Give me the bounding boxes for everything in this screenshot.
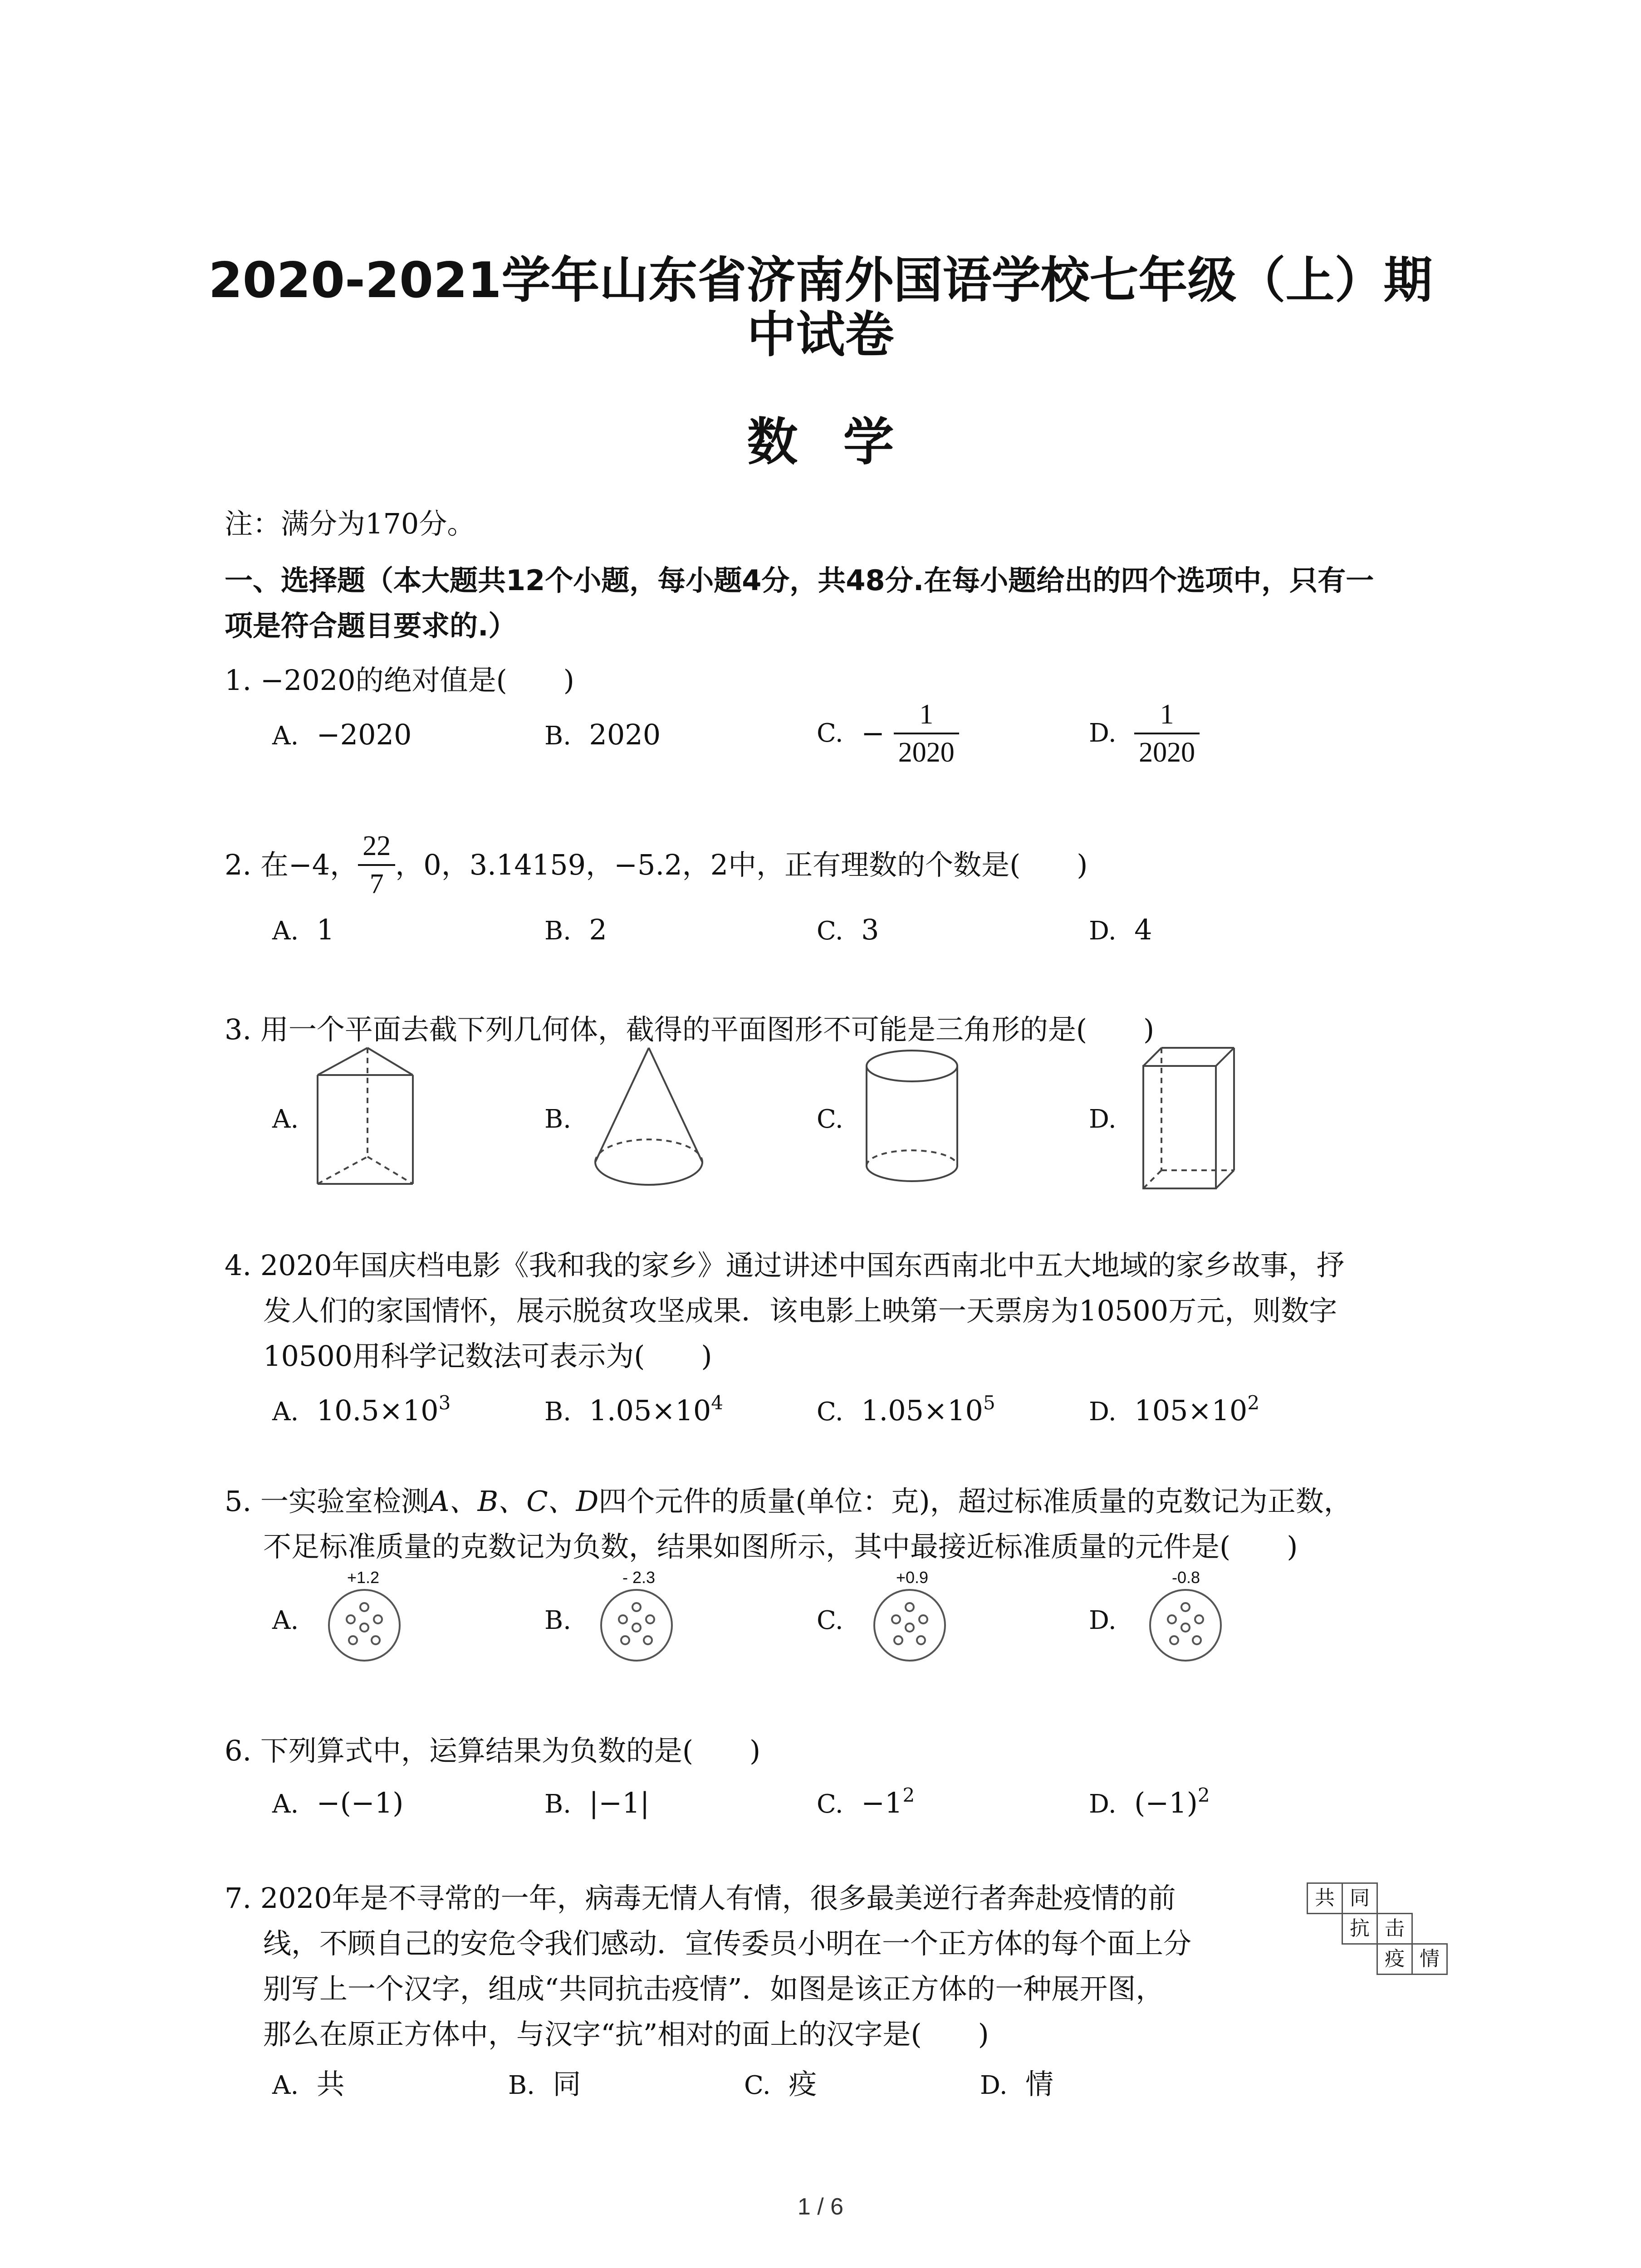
q7-option-a[interactable] bbox=[272, 2066, 345, 2104]
component-c-icon bbox=[871, 1587, 948, 1664]
exponent: 2 bbox=[1197, 1784, 1210, 1806]
exponent: 4 bbox=[711, 1392, 723, 1414]
option-letter: D. bbox=[1089, 1606, 1117, 1635]
q4-option-c[interactable] bbox=[817, 1393, 995, 1430]
exam-title-line2: 中试卷 bbox=[747, 307, 894, 363]
fraction-denominator: 2020 bbox=[1134, 733, 1200, 771]
option-letter: D. bbox=[1089, 1105, 1117, 1134]
stem-text: 四个元件的质量(单位：克)，超过标准质量的克数记为正数， bbox=[598, 1485, 1352, 1518]
option-text: 10.5×10 bbox=[316, 1394, 439, 1427]
q2-option-b[interactable] bbox=[544, 912, 607, 949]
option-letter: D. bbox=[1089, 1789, 1117, 1819]
q6-option-a[interactable] bbox=[272, 1785, 403, 1823]
option-text: 疫 bbox=[789, 2068, 817, 2101]
section-heading-line2: 项是符合题目要求的.） bbox=[225, 609, 517, 642]
q7-option-d[interactable] bbox=[980, 2066, 1053, 2104]
question-4-line3: 10500用科学记数法可表示为( ) bbox=[263, 1339, 712, 1373]
option-text: 4 bbox=[1134, 913, 1152, 946]
option-letter: D. bbox=[1089, 1397, 1117, 1427]
net-cell: 情 bbox=[1411, 1943, 1448, 1975]
net-cell: 抗 bbox=[1342, 1913, 1378, 1945]
option-letter: A. bbox=[272, 721, 299, 751]
option-letter: A. bbox=[272, 1789, 299, 1819]
option-letter: B. bbox=[544, 1397, 571, 1427]
question-4-line2: 发人们的家国情怀，展示脱贫攻坚成果．该电影上映第一天票房为10500万元，则数字 bbox=[263, 1294, 1337, 1327]
q1-option-c[interactable] bbox=[817, 696, 959, 771]
net-cell: 击 bbox=[1376, 1913, 1413, 1945]
option-text: 1.05×10 bbox=[589, 1394, 711, 1427]
q5-label-a: +1.2 bbox=[347, 1568, 380, 1587]
component-b-icon bbox=[598, 1587, 675, 1664]
question-3-stem: 3. 用一个平面去截下列几何体，截得的平面图形不可能是三角形的是( ) bbox=[225, 1013, 1155, 1046]
option-text: 共 bbox=[316, 2068, 345, 2101]
option-letter: D. bbox=[1089, 719, 1117, 748]
question-7-line1: 7. 2020年是不寻常的一年，病毒无情人有情，很多最美逆行者奔赴疫情的前 bbox=[225, 1882, 1176, 1915]
option-text: 2020 bbox=[589, 718, 661, 751]
q4-option-b[interactable] bbox=[544, 1393, 723, 1430]
q2-option-a[interactable] bbox=[272, 912, 334, 949]
q5-option-c[interactable] bbox=[817, 1601, 843, 1639]
option-letter: A. bbox=[272, 1105, 299, 1134]
q1-option-d[interactable] bbox=[1089, 696, 1200, 771]
q2-option-d[interactable] bbox=[1089, 912, 1152, 949]
q7-option-b[interactable] bbox=[508, 2066, 581, 2104]
question-2-stem bbox=[225, 828, 1087, 902]
option-letter: A. bbox=[272, 2071, 299, 2100]
question-7-line3: 别写上一个汉字，组成“共同抗击疫情”．如图是该正方体的一种展开图， bbox=[263, 1972, 1164, 2005]
option-letter: A. bbox=[272, 1397, 299, 1427]
exam-title-line1: 2020-2021学年山东省济南外国语学校七年级（上）期 bbox=[208, 252, 1433, 309]
exponent: 5 bbox=[983, 1392, 995, 1414]
stem-text: 5. 一实验室检测 bbox=[225, 1485, 429, 1518]
fraction bbox=[894, 696, 959, 771]
section-heading-line1: 一、选择题（本大题共12个小题，每小题4分，共48分.在每小题给出的四个选项中，只有一 bbox=[225, 564, 1374, 597]
exponent: 3 bbox=[438, 1392, 451, 1414]
question-5-line2: 不足标准质量的克数记为负数，结果如图所示，其中最接近标准质量的元件是( ) bbox=[263, 1530, 1298, 1563]
option-letter: A. bbox=[272, 916, 299, 946]
q3-option-b[interactable] bbox=[544, 1100, 571, 1138]
q6-option-b[interactable] bbox=[544, 1785, 650, 1823]
q5-option-b[interactable] bbox=[544, 1601, 571, 1639]
stem-text: 2. 在−4， bbox=[225, 848, 358, 881]
fraction-denominator: 7 bbox=[358, 864, 395, 902]
question-7-line4: 那么在原正方体中，与汉字“抗”相对的面上的汉字是( ) bbox=[263, 2018, 989, 2051]
option-text: 2 bbox=[589, 913, 607, 946]
option-letter: B. bbox=[544, 1105, 571, 1134]
q5-option-a[interactable] bbox=[272, 1601, 299, 1639]
q5-label-b: - 2.3 bbox=[622, 1568, 656, 1587]
option-letter: C. bbox=[744, 2071, 771, 2100]
q5-label-d: -0.8 bbox=[1172, 1568, 1200, 1587]
net-cell: 疫 bbox=[1376, 1943, 1413, 1975]
q3-option-c[interactable] bbox=[817, 1100, 843, 1138]
option-letter: C. bbox=[817, 719, 843, 748]
cylinder-icon bbox=[862, 1043, 962, 1193]
question-7-line2: 线，不顾自己的安危令我们感动．宣传委员小明在一个正方体的每个面上分 bbox=[263, 1927, 1192, 1960]
net-cell: 同 bbox=[1342, 1882, 1378, 1914]
fraction bbox=[1134, 696, 1200, 771]
rectangular-prism-icon bbox=[1139, 1043, 1239, 1193]
q2-option-c[interactable] bbox=[817, 912, 879, 949]
fraction-numerator: 22 bbox=[362, 831, 391, 861]
q5-label-c: +0.9 bbox=[896, 1568, 929, 1587]
net-cell: 共 bbox=[1307, 1882, 1343, 1914]
q3-option-a[interactable] bbox=[272, 1100, 299, 1138]
option-text: 1 bbox=[316, 913, 335, 946]
component-letters: A、B、C、D bbox=[429, 1485, 599, 1518]
component-d-icon bbox=[1147, 1587, 1224, 1664]
fraction-denominator: 2020 bbox=[894, 733, 959, 771]
score-note: 注：满分为170分。 bbox=[225, 507, 475, 540]
q6-option-d[interactable] bbox=[1089, 1785, 1210, 1823]
fraction-numerator: 1 bbox=[919, 699, 934, 730]
q4-option-a[interactable] bbox=[272, 1393, 451, 1430]
question-5-line1 bbox=[225, 1483, 1352, 1520]
q5-option-d[interactable] bbox=[1089, 1601, 1117, 1639]
option-letter: A. bbox=[272, 1606, 299, 1635]
option-letter: C. bbox=[817, 1105, 843, 1134]
option-text: −2020 bbox=[316, 718, 412, 751]
q6-option-c[interactable] bbox=[817, 1785, 915, 1823]
option-text: −1 bbox=[861, 1786, 903, 1819]
minus-sign: − bbox=[861, 717, 885, 750]
option-letter: B. bbox=[508, 2071, 535, 2100]
q3-option-d[interactable] bbox=[1089, 1100, 1117, 1138]
fraction-numerator: 1 bbox=[1160, 699, 1174, 730]
option-text: 105×10 bbox=[1134, 1394, 1248, 1427]
stem-text: ，0，3.14159，−5.2，2中，正有理数的个数是( ) bbox=[395, 848, 1088, 881]
q7-option-c[interactable] bbox=[744, 2066, 817, 2104]
component-a-icon bbox=[326, 1587, 403, 1664]
option-text: (−1) bbox=[1134, 1786, 1198, 1819]
option-letter: C. bbox=[817, 1606, 843, 1635]
option-letter: C. bbox=[817, 1397, 843, 1427]
option-text: −(−1) bbox=[316, 1786, 404, 1819]
option-letter: B. bbox=[544, 721, 571, 751]
option-text: 1.05×10 bbox=[861, 1394, 983, 1427]
option-letter: D. bbox=[980, 2071, 1008, 2100]
q1-option-a[interactable] bbox=[272, 717, 411, 754]
cone-icon bbox=[590, 1043, 708, 1193]
subject-heading: 数学 bbox=[747, 413, 940, 472]
option-letter: D. bbox=[1089, 916, 1117, 946]
exponent: 2 bbox=[1247, 1392, 1260, 1414]
option-text: 3 bbox=[861, 913, 879, 946]
triangular-prism-icon bbox=[313, 1043, 422, 1193]
option-text: 同 bbox=[553, 2068, 581, 2101]
option-letter: B. bbox=[544, 1606, 571, 1635]
question-4-line1: 4. 2020年国庆档电影《我和我的家乡》通过讲述中国东西南北中五大地域的家乡故事，抒 bbox=[225, 1249, 1345, 1282]
option-letter: C. bbox=[817, 1789, 843, 1819]
exponent: 2 bbox=[902, 1784, 915, 1806]
q1-option-b[interactable] bbox=[544, 717, 661, 754]
fraction bbox=[358, 828, 395, 902]
q4-option-d[interactable] bbox=[1089, 1393, 1259, 1430]
option-text: |−1| bbox=[589, 1786, 650, 1819]
option-text: 情 bbox=[1025, 2068, 1054, 2101]
option-letter: B. bbox=[544, 1789, 571, 1819]
question-1-stem: 1. −2020的绝对值是( ) bbox=[225, 664, 574, 697]
question-6-stem: 6. 下列算式中，运算结果为负数的是( ) bbox=[225, 1734, 761, 1767]
option-letter: B. bbox=[544, 916, 571, 946]
page-number: 1 / 6 bbox=[797, 2194, 844, 2220]
option-letter: C. bbox=[817, 916, 843, 946]
